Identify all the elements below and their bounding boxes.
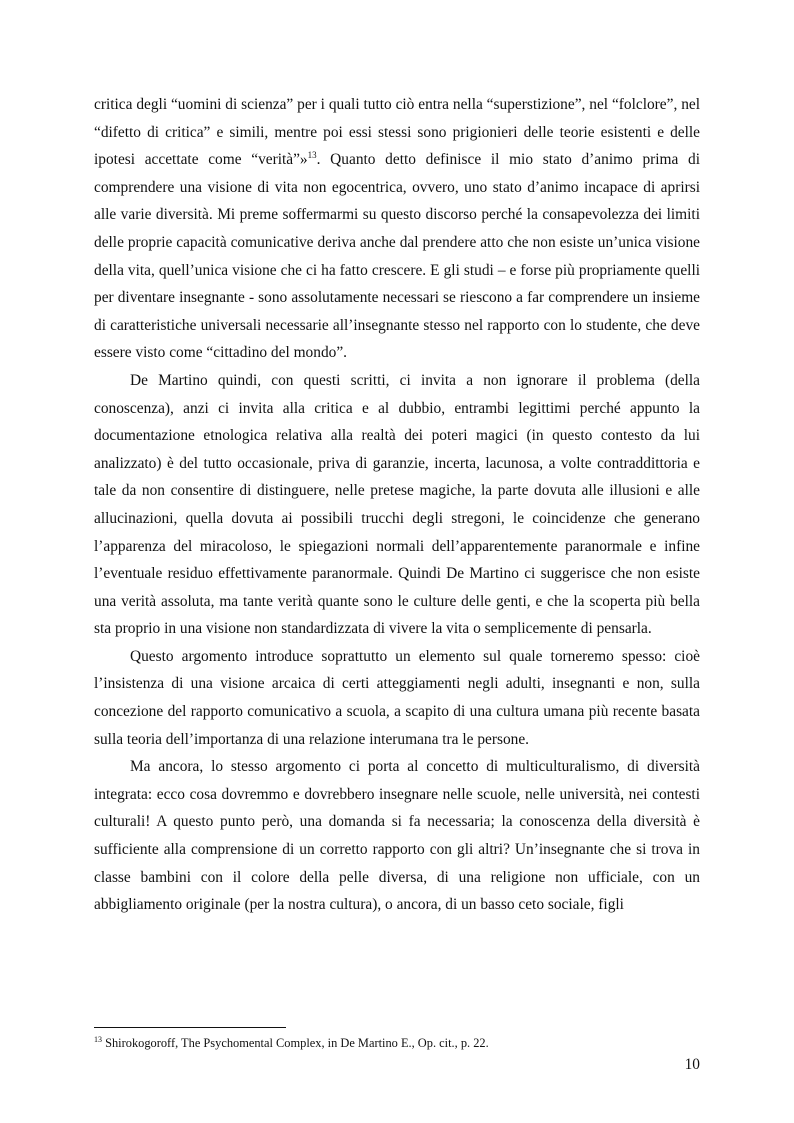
footnote-divider [94, 1027, 286, 1028]
body-text [94, 91, 700, 919]
page-number: 10 [684, 1056, 700, 1073]
paragraph-1-text-before-ref: critica degli “uomini di scienza” per i quali tutto ciò entra nella “superstizione”, nel “folclore”, nel “difetto di critica” e simili, mentre poi essi stessi sono prigionieri delle teorie esistenti e delle ipotesi accettate come “verità”» [94, 96, 700, 169]
footnote-reference: 13 [307, 150, 317, 161]
footnote-number: 13 [94, 1035, 102, 1044]
paragraph-1 [94, 91, 700, 367]
paragraph-3: Questo argomento introduce soprattutto un elemento sul quale torneremo spesso: cioè l’insistenza di una visione arcaica di certi atteggiamenti negli adulti, insegnanti e non, sulla concezione del rapporto comunicativo a scuola, a scapito di una cultura umana più recente basata sulla teoria dell’importanza di una relazione interumana tra le persone. [94, 647, 700, 748]
paragraph-2: De Martino quindi, con questi scritti, ci invita a non ignorare il problema (della conoscenza), anzi ci invita alla critica e al dubbio, entrambi legittimi perché appunto la documentazione etnologica relativa alla realtà dei poteri magici (in questo contesto da lui analizzato) è del tutto occasionale, priva di garanzie, incerta, lacunosa, a volte contraddittoria e tale da non consentire di distinguere, nelle pretese magiche, la parte dovuta alle illusioni e alle allucinazioni, quella dovuta ai possibili trucchi degli stregoni, le coincidenze che generano l’apparenza del miracoloso, le spiegazioni normali dell’apparentemente paranormale e infine l’eventuale residuo effettivamente paranormale. Quindi De Martino ci suggerisce che non esiste una verità assoluta, ma tante verità quante sono le culture delle genti, e che la scoperta più bella sta proprio in una visione non standardizzata di vivere la vita o semplicemente di pensarla. [94, 371, 700, 638]
footnote-text: Shirokogoroff, The Psychomental Complex, in De Martino E., Op. cit., p. 22. [102, 1036, 489, 1050]
footnote [94, 1035, 700, 1051]
paragraph-1-text-after-ref: . Quanto detto definisce il mio stato d’animo prima di comprendere una visione di vita non egocentrica, ovvero, uno stato d’animo incapace di aprirsi alle varie diversità. Mi preme soffermarmi su questo discorso perché la consapevolezza dei limiti delle proprie capacità comunicative deriva anche dal prendere atto che non esiste un’unica visione della vita, quell’unica visione che ci ha fatto crescere. E gli studi – e forse più propriamente quelli per diventare insegnante - sono assolutamente necessari se riescono a far comprendere un insieme di caratteristiche universali necessarie all’insegnante stesso nel rapporto con lo studente, che deve essere visto come “cittadino del mondo”. [94, 151, 700, 362]
paragraph-4: Ma ancora, lo stesso argomento ci porta al concetto di multiculturalismo, di diversità integrata: ecco cosa dovremmo e dovrebbero insegnare nelle scuole, nelle università, nei contesti culturali! A questo punto però, una domanda si fa necessaria; la conoscenza della diversità è sufficiente alla comprensione di un corretto rapporto con gli altri? Un’insegnante che si trova in classe bambini con il colore della pelle diversa, di una religione non ufficiale, con un abbigliamento originale (per la nostra cultura), o ancora, di un basso ceto sociale, figli [94, 758, 700, 914]
